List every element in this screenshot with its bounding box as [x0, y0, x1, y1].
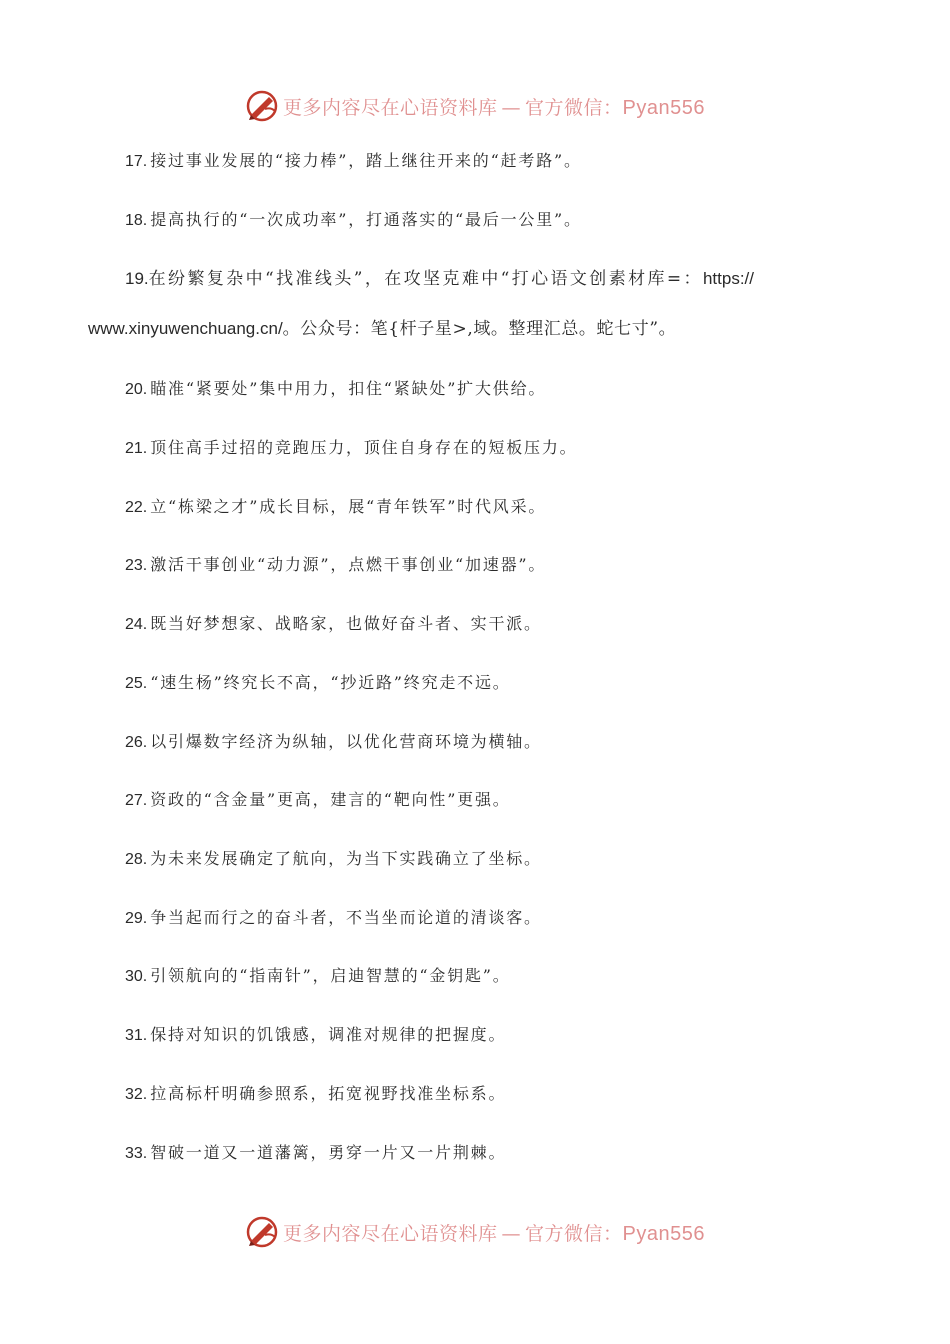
- banner-wechat-id: Pyan556: [622, 96, 705, 119]
- pen-logo-icon: [245, 89, 279, 123]
- banner-wechat-label: 官方微信：: [525, 1222, 623, 1245]
- header-banner: [0, 86, 950, 126]
- list-item: [125, 611, 542, 634]
- item-number: 19.: [125, 269, 149, 288]
- item-number: 28.: [125, 851, 148, 868]
- list-item: [125, 1140, 506, 1163]
- item-text: 争当起而行之的奋斗者，不当坐而论道的清谈客。: [150, 908, 542, 927]
- item-url-part1: https://: [702, 269, 754, 288]
- pen-logo-icon: [245, 1215, 279, 1249]
- item-number: 32.: [125, 1086, 148, 1103]
- item-number: 22.: [125, 499, 148, 516]
- item-text: 既当好梦想家、战略家，也做好奋斗者、实干派。: [150, 614, 542, 633]
- item-number: 24.: [125, 616, 148, 633]
- list-item: [125, 148, 582, 171]
- list-item: [125, 846, 542, 869]
- list-item: [125, 905, 542, 928]
- item-text: 以引爆数字经济为纵轴，以优化营商环境为横轴。: [150, 732, 542, 751]
- list-item-19-continuation: [88, 314, 676, 339]
- list-item: [125, 1022, 506, 1045]
- item-url-part2: www.xinyuwenchuang.cn/: [88, 319, 283, 338]
- item-text: 在纷繁复杂中“找准线头”，在攻坚克难中“打心语文创素材库=：: [148, 269, 703, 289]
- banner-separator: —: [501, 1222, 522, 1245]
- banner-wechat-label: 官方微信：: [525, 96, 623, 119]
- item-text: “速生杨”终究长不高，“抄近路”终究走不远。: [150, 673, 511, 692]
- item-number: 29.: [125, 910, 148, 927]
- item-text: 引领航向的“指南针”，启迪智慧的“金钥匙”。: [150, 966, 511, 985]
- item-number: 17.: [125, 153, 148, 170]
- item-text: 立“栋梁之才”成长目标，展“青年铁军”时代风采。: [150, 497, 547, 516]
- banner-title: 更多内容尽在心语资料库: [283, 96, 498, 119]
- list-item: [125, 207, 582, 230]
- item-text: 顶住高手过招的竞跑压力，顶住自身存在的短板压力。: [150, 438, 578, 457]
- list-item: [125, 670, 511, 693]
- item-number: 20.: [125, 381, 148, 398]
- list-item: [125, 729, 542, 752]
- item-number: 26.: [125, 734, 148, 751]
- banner-separator: —: [501, 96, 522, 119]
- item-number: 21.: [125, 440, 148, 457]
- footer-banner: [0, 1212, 950, 1252]
- item-text: 提高执行的“一次成功率”，打通落实的“最后一公里”。: [150, 210, 582, 229]
- list-item: [125, 435, 577, 458]
- item-text: 保持对知识的饥饿感，调准对规律的把握度。: [150, 1025, 507, 1044]
- banner-title: 更多内容尽在心语资料库: [283, 1222, 498, 1245]
- item-number: 31.: [125, 1027, 148, 1044]
- list-item-19: [125, 264, 754, 289]
- list-item: [125, 787, 511, 810]
- list-item: [125, 552, 546, 575]
- list-item: [125, 963, 511, 986]
- banner-text: [283, 93, 705, 120]
- item-number: 25.: [125, 675, 148, 692]
- item-number: 30.: [125, 968, 148, 985]
- item-number: 18.: [125, 212, 148, 229]
- item-text: 接过事业发展的“接力棒”，踏上继往开来的“赶考路”。: [150, 151, 582, 170]
- list-item: [125, 494, 546, 517]
- banner-wechat-id: Pyan556: [622, 1222, 705, 1245]
- list-item: [125, 376, 546, 399]
- item-number: 23.: [125, 557, 148, 574]
- item-text: 。公众号：笔{杆子星>,域。整理汇总。蛇七寸”。: [282, 319, 677, 339]
- item-text: 智破一道又一道藩篱，勇穿一片又一片荆棘。: [150, 1143, 507, 1162]
- list-item: [125, 1081, 506, 1104]
- item-text: 激活干事创业“动力源”，点燃干事创业“加速器”。: [150, 555, 547, 574]
- item-text: 拉高标杆明确参照系，拓宽视野找准坐标系。: [150, 1084, 507, 1103]
- item-text: 为未来发展确定了航向，为当下实践确立了坐标。: [150, 849, 542, 868]
- item-text: 瞄准“紧要处”集中用力，扣住“紧缺处”扩大供给。: [150, 379, 547, 398]
- item-number: 33.: [125, 1145, 148, 1162]
- banner-text: [283, 1219, 705, 1246]
- item-text: 资政的“含金量”更高，建言的“靶向性”更强。: [150, 790, 511, 809]
- item-number: 27.: [125, 792, 148, 809]
